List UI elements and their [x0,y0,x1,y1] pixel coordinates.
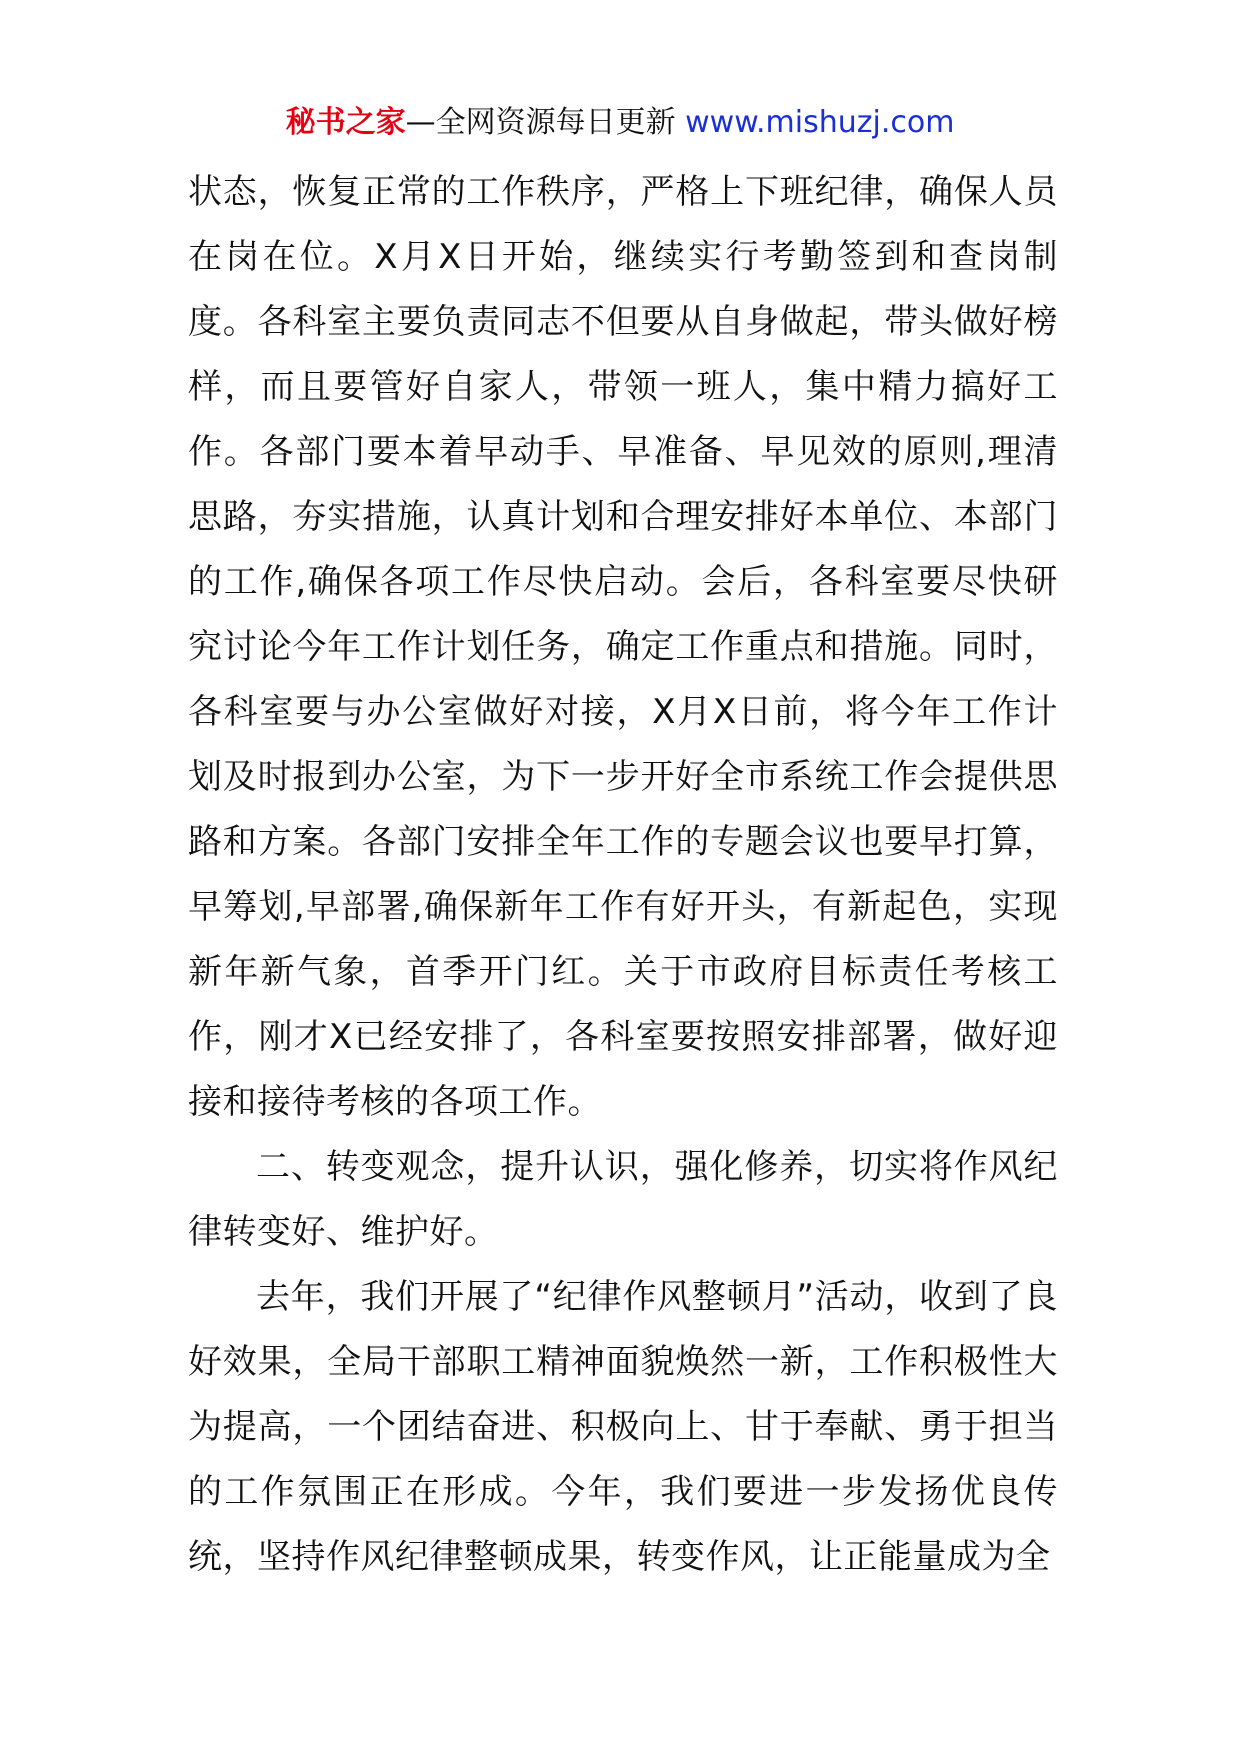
site-url-link[interactable]: www.mishuzj.com [685,105,955,140]
body-paragraph: 状态，恢复正常的工作秩序，严格上下班纪律，确保人员在岗在位。X月X日开始，继续实行考勤签到和查岗制度。各科室主要负责同志不但要从自身做起，带头做好榜样，而且要管好自家人，带领一班人，集中精力搞好工作。各部门要本着早动手、早准备、早见效的原则,理清思路，夯实措施，认真计划和合理安排好本单位、本部门的工作,确保各项工作尽快启动。会后，各科室要尽快研究讨论今年工作计划任务，确定工作重点和措施。同时，各科室要与办公室做好对接，X月X日前，将今年工作计划及时报到办公室，为下一步开好全市系统工作会提供思路和方案。各部门安排全年工作的专题会议也要早打算，早筹划,早部署,确保新年工作有好开头，有新起色，实现新年新气象，首季开门红。关于市政府目标责任考核工作，刚才X已经安排了，各科室要按照安排部署，做好迎接和接待考核的各项工作。 [188,172,1058,1122]
body-paragraph: 去年，我们开展了“纪律作风整顿月”活动，收到了良好效果，全局干部职工精神面貌焕然一新，工作积极性大为提高，一个团结奋进、积极向上、甘于奉献、勇于担当的工作氛围正在形成。今年，我们要进一步发扬优良传统，坚持作风纪律整顿成果，转变作风，让正能量成为全 [188,1277,1058,1577]
watermark-header [0,100,1240,146]
brand-name: 秘书之家 [285,105,406,140]
header-slogan: —全网资源每日更新 [405,105,686,140]
document-body [188,160,1058,1590]
section-heading: 二、转变观念，提升认识，强化修养，切实将作风纪律转变好、维护好。 [188,1147,1058,1252]
